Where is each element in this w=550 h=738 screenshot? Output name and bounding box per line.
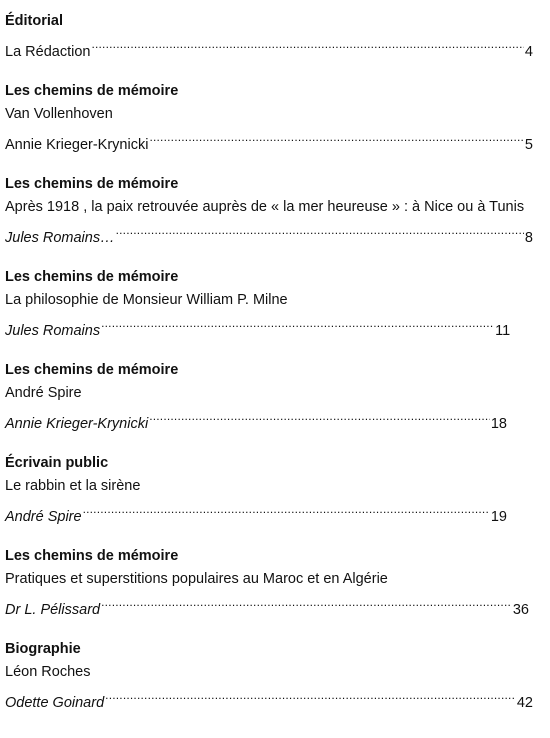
section-title: Biographie: [5, 641, 81, 657]
article-title: Pratiques et superstitions populaires au Maroc et en Algérie: [5, 571, 388, 587]
article-title: Après 1918 , la paix retrouvée auprès de « la mer heureuse » : à Nice ou à Tunis: [5, 199, 525, 215]
author-line: [5, 405, 507, 432]
dot-leader: [100, 591, 512, 614]
dot-leader: [148, 405, 490, 428]
author-line: [5, 219, 533, 246]
dot-leader: [148, 126, 523, 149]
article-title: Le rabbin et la sirène: [5, 478, 141, 494]
table-of-contents: [5, 10, 533, 731]
article-title: André Spire: [5, 385, 82, 401]
page-number: 11: [495, 323, 511, 339]
dot-leader: [104, 684, 516, 707]
article-title: La philosophie de Monsieur William P. Milne: [5, 292, 288, 308]
section-title: Les chemins de mémoire: [5, 176, 179, 192]
dot-leader: [90, 33, 523, 56]
author-name: Jules Romains…: [5, 230, 115, 246]
page-number: 36: [512, 602, 529, 618]
author-name: Odette Goinard: [5, 695, 105, 711]
author-name: Jules Romains: [5, 323, 101, 339]
page-number: 8: [524, 230, 533, 246]
author-line: [5, 312, 533, 339]
dot-leader: [82, 498, 490, 521]
toc-entry-rabbin-sirene: [5, 452, 533, 525]
page-number: 5: [524, 137, 533, 153]
page-number: 42: [516, 695, 533, 711]
toc-entry-van-vollenhoven: [5, 80, 533, 153]
toc-entry-philosophie: [5, 266, 533, 339]
dot-leader: [100, 312, 494, 335]
section-title: Écrivain public: [5, 455, 109, 471]
author-name: Annie Krieger-Krynicki: [5, 137, 149, 153]
author-line: [5, 498, 507, 525]
section-title: Les chemins de mémoire: [5, 83, 179, 99]
toc-entry-pratiques-superstitions: [5, 545, 533, 618]
author-name: André Spire: [5, 509, 82, 525]
author-line: [5, 591, 529, 618]
author-line: [5, 684, 533, 711]
author-line: [5, 33, 533, 60]
author-name: Annie Krieger-Krynicki: [5, 416, 149, 432]
page-number: 4: [524, 44, 533, 60]
author-name: La Rédaction: [5, 44, 91, 60]
toc-entry-andre-spire: [5, 359, 533, 432]
toc-entry-editorial: [5, 10, 533, 60]
toc-entry-leon-roches: [5, 638, 533, 711]
section-title: Éditorial: [5, 13, 64, 29]
article-title: Van Vollenhoven: [5, 106, 113, 122]
author-line: [5, 126, 533, 153]
article-title: Léon Roches: [5, 664, 91, 680]
section-title: Les chemins de mémoire: [5, 548, 179, 564]
author-name: Dr L. Pélissard: [5, 602, 101, 618]
section-title: Les chemins de mémoire: [5, 269, 179, 285]
page-number: 18: [490, 416, 507, 432]
dot-leader: [115, 219, 524, 242]
section-title: Les chemins de mémoire: [5, 362, 179, 378]
page-number: 19: [490, 509, 507, 525]
toc-entry-apres-1918: [5, 173, 533, 246]
